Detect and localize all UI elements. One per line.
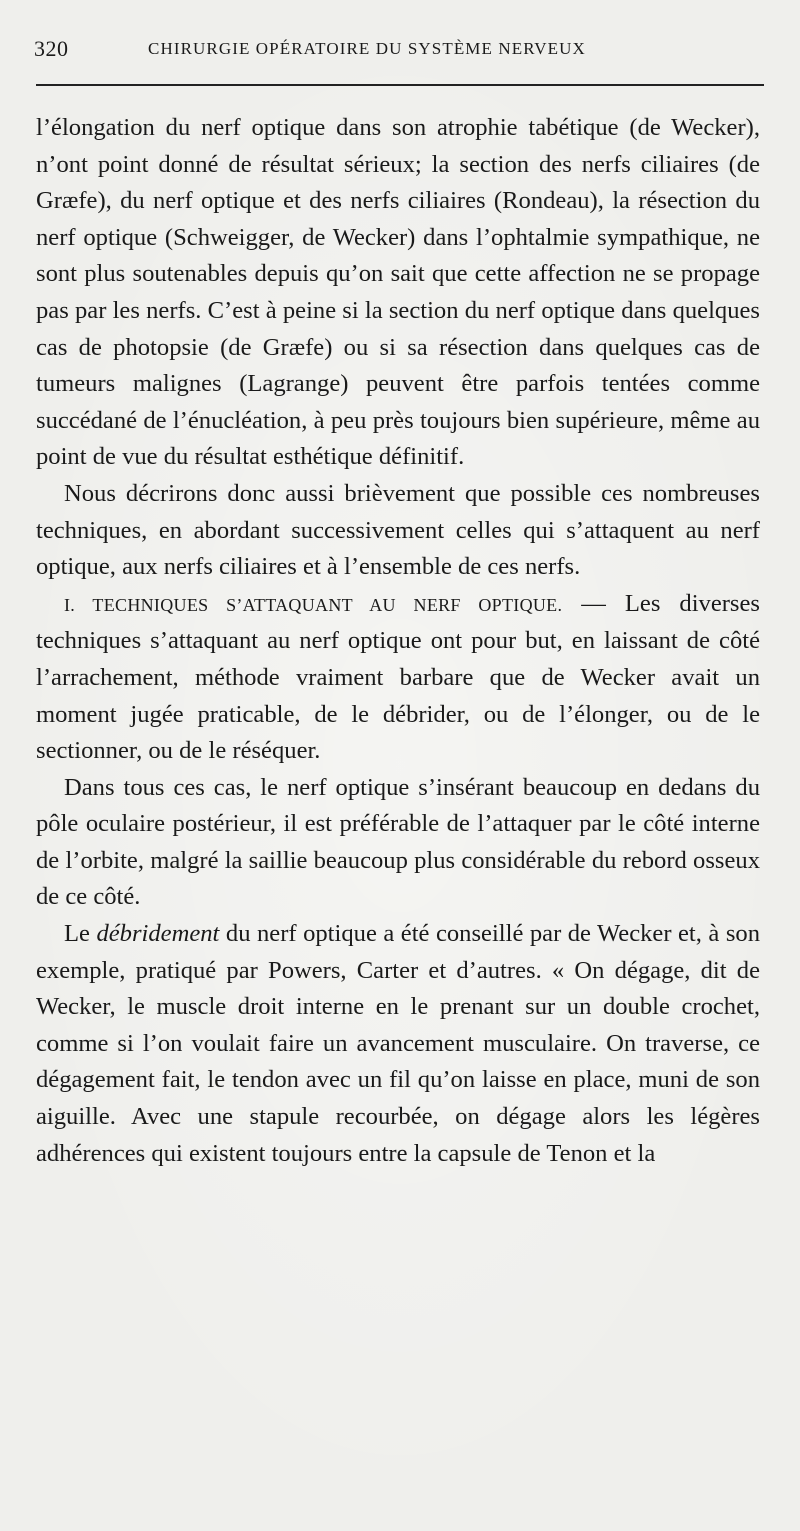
paragraph-5 bbox=[36, 916, 760, 1172]
body-text bbox=[36, 110, 760, 1172]
section-heading: I. TECHNIQUES S’ATTAQUANT AU NERF OPTIQUE. bbox=[64, 594, 563, 615]
paragraph-1: l’élongation du nerf optique dans son atrophie tabétique (de Wecker), n’ont point donné de résultat sérieux; la section des nerfs ciliaires (de Græfe), du nerf optique et des nerfs ciliaires (Rondeau), la résection du nerf optique (Schweigger, de Wecker) dans l’ophtalmie sympathique, ne sont plus soutenables depuis qu’on sait que cette affection ne se propage pas par les nerfs. C’est à peine si la section du nerf optique dans quelques cas de photopsie (de Græfe) ou si sa résection dans quelques cas de tumeurs malignes (Lagrange) peuvent être parfois tentées comme succédané de l’énucléation, à peu près toujours bien supérieure, même au point de vue du résultat esthétique définitif. bbox=[36, 114, 760, 471]
paragraph-5-start: Le bbox=[64, 920, 97, 948]
header-rule bbox=[36, 84, 764, 86]
paragraph-3-text: — Les diverses techniques s’attaquant au nerf optique ont pour but, en laissant de côté l’arrachement, méthode vraiment barbare que de Wecker avait un moment jugée praticable, de le débrider, ou de l’élonger, ou de le sectionner, ou de le réséquer. bbox=[36, 589, 760, 765]
running-head bbox=[34, 36, 764, 66]
page-number: 320 bbox=[34, 36, 69, 61]
italic-term: débridement bbox=[96, 920, 220, 948]
running-title: CHIRURGIE OPÉRATOIRE DU SYSTÈME NERVEUX bbox=[148, 39, 586, 58]
paragraph-3 bbox=[36, 586, 760, 770]
paragraph-2: Nous décrirons donc aussi brièvement que possible ces nombreuses techniques, en abordant successivement celles qui s’attaquent au nerf optique, aux nerfs ciliaires et à l’ensemble de ces nerfs. bbox=[36, 479, 760, 581]
paragraph-4: Dans tous ces cas, le nerf optique s’insérant beaucoup en dedans du pôle oculaire postérieur, il est préférable de l’attaquer par le côté interne de l’orbite, malgré la saillie beaucoup plus considérable du rebord osseux de ce côté. bbox=[36, 773, 760, 911]
paragraph-5-text: du nerf optique a été conseillé par de Wecker et, à son exemple, pratiqué par Powers, Carter et d’autres. « On dégage, dit de Wecker, le muscle droit interne en le prenant sur un double crochet, comme si l’on voulait faire un avancement musculaire. On traverse, ce dégagement fait, le tendon avec un fil qu’on laisse en place, muni de son aiguille. Avec une stapule recourbée, on dégage alors les légères adhérences qui existent toujours entre la capsule de Tenon et la bbox=[36, 920, 760, 1167]
